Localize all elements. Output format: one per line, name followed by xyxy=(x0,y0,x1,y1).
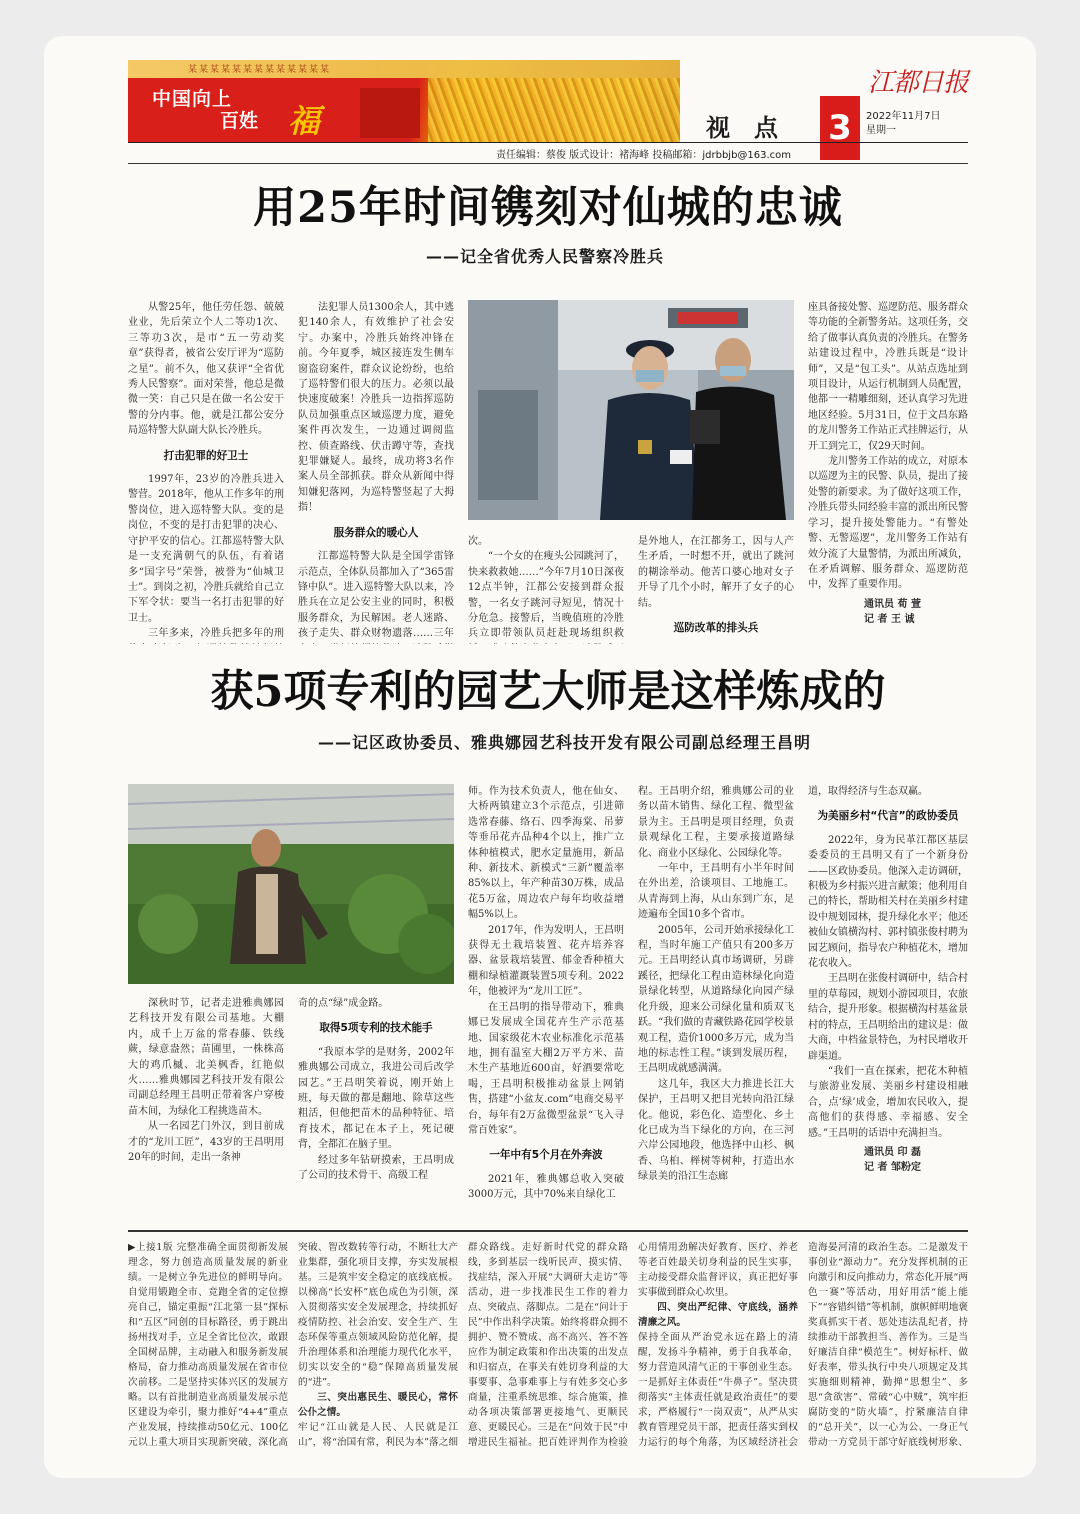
police-photo xyxy=(468,300,794,520)
paper-logo: 江都日报 xyxy=(867,68,968,98)
paragraph: 造海晏河清的政治生态。二是激发干事创业“源动力”。充分发挥机制的正向激引和反向推动力，常态化开展“两色一赛”等活动，用好用活“能上能下”“容错纠错”等机制，旗帜鲜明地褒奖真抓实干者、惩处违法乱纪者，持续推动干部教担当、善作为。三是当好廉洁自律“模范生”。树好标杆、做好表率，带头执行中央八项规定及其实施细则精神，勤掸“思想尘”、多思“贪欲害”、常破“心中贼”，筑牢拒腐防变的“防火墙”，拧紧廉洁自律的“总开关”，以一心为公、一身正气带动一方党员干部守好底线树形象、 xyxy=(808,1242,968,1448)
paragraph: 2022年，身为民革江都区基层委委员的王昌明又有了一个新身份——区政协委员。他深入走访调研，积极为乡村振兴进言献策；他利用自己的特长，帮助相关村在美丽乡村建设中规划园林，提升绿化水平；他还被仙女镇横沟村、郭村镇张俊村聘为园艺顾问，指导农户种植花木，增加花农收入。 xyxy=(808,834,968,970)
article2-subtitle: ——记区政协委员、雅典娜园艺科技开发有限公司副总经理王昌明 xyxy=(318,733,812,752)
article2-column-5 xyxy=(808,784,968,1218)
paragraph: 保持全面从严治党永远在路上的清醒，发扬斗争精神，勇于自我革命，努力营造风清气正的干事创业生态。一是抓好主体责任“牛鼻子”。坚决贯彻落实“主体责任就是政治责任”的要求，严格履行“一岗双责”，从严从实教育管理党员干部，把责任落实到权力运行的每个角落，为区域经济社会 xyxy=(638,1332,798,1448)
paragraph: 心用情用劲解决好教育、医疗、养老等老百姓最关切身利益的民生实事，主动接受群众监督评议，真正把好事实事做到群众心坎里。 xyxy=(638,1242,798,1298)
article1-column-4 xyxy=(638,534,794,644)
section-heading: 三、突出惠民生、暖民心，常怀公仆之情。 xyxy=(298,1392,458,1418)
article1-column-2 xyxy=(298,300,454,644)
continued-column-3 xyxy=(468,1240,628,1450)
section-heading: 取得5项专利的技术能手 xyxy=(319,1022,433,1035)
article2-title: 获5项专利的园艺大师是这样炼成的 xyxy=(210,667,886,717)
paragraph: 在王昌明的指导带动下，雅典娜已发展成全国花卉生产示范基地、国家级花木农业标准化示范基地，拥有温室大棚2万平方米、苗木生产基地近600亩，好酒要常吃喝，王昌明积极推动盆景上网销售，搭建“小盆友.com”电商交易平台，每年有2万盆微型盆景“飞入寻常百姓家”。 xyxy=(468,1001,624,1136)
continued-column-4 xyxy=(638,1240,798,1450)
paragraph: 次。 xyxy=(468,536,488,547)
article1-column-5 xyxy=(808,300,968,644)
paragraph: 道，取得经济与生态双赢。 xyxy=(808,786,928,797)
banner-line1: 中国向上 xyxy=(152,88,233,110)
paragraph: 一年中，王昌明有小半年时间在外出差，洽谈项目、工地施工。从青海到上海，从山东到广东，足迹遍布全国10多个省市。 xyxy=(638,863,794,921)
paragraph: 群众路线。走好新时代党的群众路线，多到基层一线听民声、摸实情、找症结，深入开展“大调研大走访”等活动，进一步找准民生工作的着力点、突破点、落脚点。二是在“问计于民”中作出科学决策。始终将群众拥不拥护、赞不赞成、高不高兴、答不答应作为制定政策和作出决策的出发点和归宿点，在事关有姓切身利益的大事要事、急事难事上与有姓多交心多商量，注重系统思维、综合施策，推动各项决策部署更接地气、更顺民意、更暖民心。三是在“问效于民”中增进民生福祉。把百姓评判作为检验 xyxy=(468,1242,628,1448)
article1-column-1 xyxy=(128,300,284,644)
gardener-photo-image xyxy=(128,784,454,984)
paragraph: 王昌明在张俊村调研中，结合村里的草莓园，规划小游园项目，农旅结合，提升形象。根据横沟村基盆景村的特点，王昌明给出的建议是：做大商，中档盆景特色，为村民增收开辟渠道。 xyxy=(808,973,968,1062)
section-heading: 为美丽乡村“代言”的政协委员 xyxy=(817,810,959,823)
section-heading: 打击犯罪的好卫士 xyxy=(163,449,249,462)
editor-credits: 责任编辑：蔡俊 版式设计：褚海峰 投稿邮箱：jdrbbjb@163.com xyxy=(496,150,792,161)
paragraph: 2017年，作为发明人，王昌明获得无土栽培装置、花卉培养容器、盆景栽培装置、郁金香种植大棚和绿植灌溉装置5项专利。2022年，他被评为“龙川工匠”。 xyxy=(468,924,624,998)
paragraph: 师。作为技术负责人，他在仙女、大桥两镇建立3个示范点，引进筛选常春藤、络石、四季海棠、吊萝等垂吊花卉品种4个以上，推广立体种植模式，肥水定量施用，新品种、新技术、新模式“三新”覆盖率85%以上，年产种苗30万株，成品花5万盆，周边农户每年均收益增幅5%以上。 xyxy=(468,786,624,921)
section-heading: 四、突出严纪律、守底线，涵养清廉之风。 xyxy=(638,1302,798,1328)
banner-wheat-graphic xyxy=(428,78,680,142)
section-heading: 一年中有5个月在外奔波 xyxy=(489,1149,603,1162)
page-number: 3 xyxy=(820,96,860,160)
paragraph: “我们一直在探索，把花木种植与旅游业发展、美丽乡村建设相融合，点‘绿’成金，增加农民收入，提高他们的获得感、幸福感、安全感。”王昌明的话语中充满担当。 xyxy=(808,1065,968,1139)
paragraph: 从一名园艺门外汉，到目前成才的“龙川工匠”，43岁的王昌明用20年的时间，走出一条神 xyxy=(128,1121,284,1164)
paragraph: 经过多年钻研摸索，王昌明成了公司的技术骨干、高级工程 xyxy=(298,1154,454,1182)
banner-line2: 百姓 xyxy=(220,110,259,132)
paragraph: 1997年，23岁的冷胜兵进入警营。2018年，他从工作多年的刑警岗位，进入巡特警大队。变的是岗位，不变的是打击犯罪的决心、守护平安的信心。江都巡特警大队是一支充满朝气的队伍，有着诸多“国字号”荣誉，被誉为“仙城卫士”。到岗之初，冷胜兵就给自己立下军令状：要当一名打击犯罪的好卫士。 xyxy=(128,474,284,624)
newspaper-page xyxy=(128,56,968,1456)
newspaper-card xyxy=(44,36,1036,1478)
weekday-text: 星期一 xyxy=(866,125,896,136)
banner-ad xyxy=(128,60,680,142)
bottom-divider xyxy=(128,1230,968,1232)
banner-fu-character: 福 xyxy=(288,102,321,140)
paragraph: 牢记“江山就是人民、人民就是江山”，将“治国有常，利民为本”落之细 xyxy=(298,1422,458,1448)
date-text: 2022年11月7日 xyxy=(866,111,941,122)
paragraph: 奇的点“绿”成金路。 xyxy=(298,998,389,1009)
paragraph: 程。王昌明介绍，雅典娜公司的业务以苗木销售、绿化工程、微型盆景为主。王昌明是项目经理，负责景观绿化工程，主要承接道路绿化、商业小区绿化、公园绿化等。 xyxy=(638,786,794,859)
paragraph: ▶上接1版 完整准确全面贯彻新发展理念，努力创造高质量发展的新业绩。一是树立争先进位的鲜明导向。自觉用锻跑全市、竞跑全省的定位擦亮自己，锚定重振“江北第一县”探标和“五区”同创的目标路径，勇于跳出扬州找对手，立足全省比位次，敢跟全国树品牌，主动融入和服务新发展格局，奋力推动高质量发展在省市位次前移。二是坚持实体兴区的发展方略。以有首批制造业高质量发展示范区建设为牵引，聚力推好“4+4”重点产业发展，持续推动50亿元、100亿元以上重大项目实现新突破，深化高 xyxy=(128,1242,288,1448)
banner-building-graphic xyxy=(360,88,420,138)
gardener-photo xyxy=(128,784,454,984)
byline-reporter: 记 者 王 诚 xyxy=(864,614,915,626)
section-heading: 服务群众的暖心人 xyxy=(333,526,419,539)
paragraph: 江都巡特警大队是全国学雷锋示范点，全体队员都加入了“365雷锋中队”。进入巡特警大队以来，冷胜兵在立足公安主业的同时，积极服务群众，为民解困。老人迷路、孩子走失、群众财物遗落……三年 xyxy=(298,551,454,640)
paragraph: 法犯罪人员1300余人，其中逃犯140余人，有效维护了社会安宁。办案中，冷胜兵始终冲锋在前。今年夏季，城区接连发生侧车窗盗窃案件，群众议论纷纷，也给了巡特警们很大的压力。必须以最快速度破案！冷胜兵一边指挥巡防队员加强重点区域巡逻力度，避免案件再次发生，一边通过调阅监控、侦查路线、伏击蹲守等，查找犯罪嫌疑人。最终，成功将3名作案人员全部抓获。群众从新闻中得知嫌犯落网，为巡特警竖起了大拇指！ xyxy=(298,302,454,514)
paragraph: “我原本学的是财务，2002年雅典娜公司成立，我进公司后改学园艺。”王昌明笑着说，刚开始上班，每天做的都是翻地、除草这些粗活，但他把苗木的品种特征、培育技术，都记在本子上，死记硬背，全都汇在脑子里。 xyxy=(298,1046,454,1151)
paragraph: 从警25年，他任劳任怨、兢兢业业，先后荣立个人二等功1次、三等功3次，是市“五一劳动奖章”获得者，被省公安厅评为“巡防之星”。前不久，他又获评“全省优秀人民警察”。面对荣誉，他总是微微一笑：自己只是在做一名公安干警的分内事。他，就是江都公安分局巡特警大队副大队长冷胜兵。 xyxy=(128,302,284,437)
paragraph: 2005年，公司开始承接绿化工程，当时年施工产值只有200多万元。王昌明经认真市场调研，另辟蹊径，把绿化工程由造林绿化向造景绿化转型，从道路绿化向园产绿化升级，迎来公司绿化量和质双飞跃。“我们做的青藏铁路花园学校景观工程，造价1000多万元，成为当地的标志性工程。”谈到发展历程，王昌明成就感满满。 xyxy=(638,924,794,1075)
paragraph: 三年多来，冷胜兵把多年的刑 xyxy=(148,628,284,640)
paragraph: 突破、智改数转等行动，不断壮大产业集群，强化项目支撑，夯实发展根基。三是筑牢安全稳定的底线底板。以梯高“长安杯”底色成色为引领，深入贯彻落实安全发展理念，持续抓好疫情防控、社会治安、安全生产、生态环保等重点领域风险防范化解，提升治理体系和治理能力现代化水平，切实以安全的“稳”保障高质量发展的“进”。 xyxy=(298,1242,458,1388)
article2-column-1 xyxy=(128,996,284,1218)
paragraph: “一个女的在瘦头公园跳河了，快来救救她……”今年7月10日深夜12点半钟，江都公安接到群众报警，一名女子跳河寻短见，情况十分危急。接警后，当晚值班的冷胜兵立即带领队员赶赴现场组织救 xyxy=(468,551,624,640)
continued-column-2 xyxy=(298,1240,458,1450)
masthead xyxy=(128,60,968,166)
paragraph: 座具备接处警、巡逻防范、服务群众等功能的全新警务站。这项任务，交给了做事认真负责的冷胜兵。在警务站建设过程中，冷胜兵既是“设计师”，又是“包工头”。从站点选址到项目设计，从运行机制到人员配置，他都一一精雕细刻，还认真学习先进地区经验。5月31日，位于文昌东路的龙川警务工作站正式挂牌运行，从开工到完工，仅29天时间。 xyxy=(808,302,968,452)
paragraph: 2021年，雅典娜总收入突破3000万元，其中70%来自绿化工 xyxy=(468,1173,624,1201)
article1-subtitle: ——记全省优秀人民警察冷胜兵 xyxy=(426,247,665,266)
article1-column-3 xyxy=(468,534,624,644)
section-heading: 巡防改革的排头兵 xyxy=(673,622,759,635)
byline-correspondent: 通讯员 印 磊 xyxy=(864,1146,921,1158)
byline-correspondent: 通讯员 荀 萱 xyxy=(864,598,921,610)
paragraph: 是外地人，在江都务工，因与人产生矛盾，一时想不开，就出了跳河的糊涂举动。他苦口婆心地对女子开导了几个小时，解开了女子的心结。 xyxy=(638,536,794,609)
continued-column-1 xyxy=(128,1240,288,1450)
masthead-rule-bottom xyxy=(128,163,968,164)
paragraph: 深秋时节，记者走进雅典娜园艺科技开发有限公司基地。大棚内，成千上万盆的常春藤、铁线蕨，绿意盎然；苗圃里，一株株高大的鸡爪槭、北美枫香，红艳似火……雅典娜园艺科技开发有限公司副总经理王昌明正带着客户穿梭苗木间，为绿化工程挑选苗木。 xyxy=(128,998,284,1117)
police-photo-image xyxy=(468,300,794,520)
article2-column-3 xyxy=(468,784,624,1218)
byline-reporter: 记 者 邹粉定 xyxy=(864,1162,921,1174)
masthead-rule xyxy=(128,142,968,143)
banner-small-text: 某某某某某某某某某某某某某 xyxy=(188,65,332,75)
paragraph: 这几年，我区大力推进长江大保护，王昌明又把目光转向沿江绿化。他说，彩色化、造型化、乡土化已成为当下绿化的方向，在三河六岸公园地段，他选择中山杉、枫香、乌桕、榉树等树种，打造出水绿景美的沿江生态廊 xyxy=(638,1078,794,1183)
article2-column-4 xyxy=(638,784,794,1218)
issue-date xyxy=(866,110,941,138)
article2-column-2 xyxy=(298,996,454,1218)
continued-column-5 xyxy=(808,1240,968,1450)
section-title: 视点 xyxy=(706,113,802,142)
article1-title: 用25年时间镌刻对仙城的忠诚 xyxy=(253,183,843,233)
paragraph: 龙川警务工作站的成立，对原本以巡逻为主的民警、队员，提出了接处警的新要求。为了做好这项工作，冷胜兵带头同经验丰富的派出所民警学习，提升接处警能力。“有警处警、无警巡逻”，龙川警务工作站有效分流了大量警情，为派出所减负，在矛盾调解、服务群众、巡逻防范中，发挥了重要作用。 xyxy=(808,456,968,591)
banner-strip xyxy=(128,60,680,78)
